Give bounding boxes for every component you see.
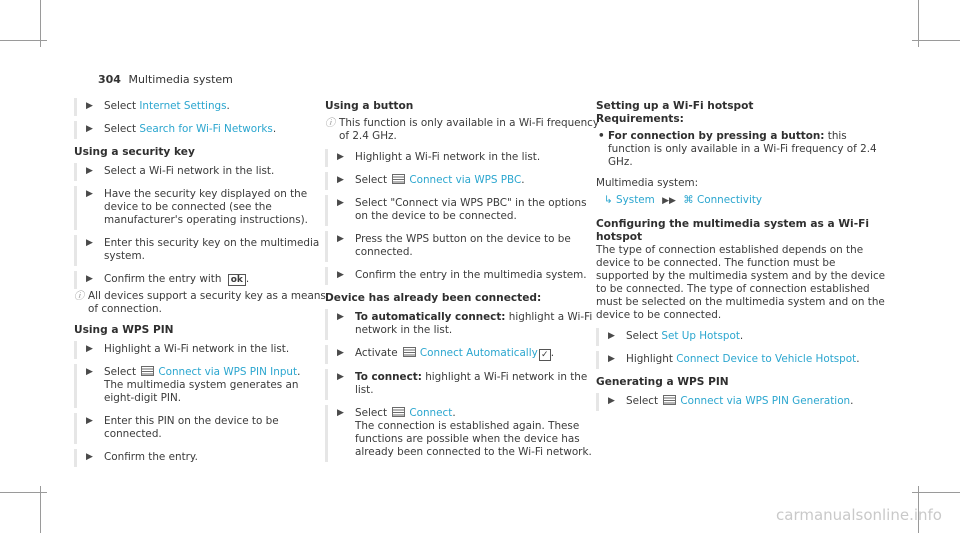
step-text: . bbox=[521, 174, 525, 186]
arrow-icon: ▶ bbox=[86, 101, 93, 111]
arrow-icon: ▶ bbox=[608, 331, 615, 341]
connect-device-hotspot-link[interactable]: Connect Device to Vehicle Hotspot bbox=[676, 353, 857, 365]
step-bar bbox=[325, 309, 328, 340]
step-bar bbox=[325, 231, 328, 262]
arrow-icon: ▶ bbox=[86, 166, 93, 176]
page-number: 304 bbox=[98, 73, 121, 86]
info-icon: ⓘ bbox=[74, 291, 84, 302]
connect-link[interactable]: Connect bbox=[409, 407, 453, 419]
step-bar bbox=[74, 121, 77, 139]
step-text: highlight a Wi-Fi network in the list. bbox=[355, 311, 593, 336]
requirement-item bbox=[596, 130, 886, 169]
crop-mark bbox=[0, 40, 47, 41]
info-note bbox=[74, 290, 329, 316]
requirement-label: For connection by pressing a button: bbox=[608, 130, 825, 142]
page-header bbox=[98, 73, 233, 86]
step-activate-auto bbox=[325, 347, 600, 361]
step-select-connect bbox=[325, 407, 600, 459]
ok-button-icon: ok bbox=[228, 274, 246, 286]
step-confirm bbox=[74, 451, 329, 464]
step-text: . bbox=[739, 330, 744, 342]
step-bar bbox=[596, 351, 599, 369]
step-text: . bbox=[856, 353, 860, 365]
crop-mark bbox=[0, 492, 47, 493]
arrow-icon: ▶ bbox=[337, 270, 344, 280]
step-text: Select bbox=[626, 330, 662, 342]
arrow-icon: ▶ bbox=[86, 344, 93, 354]
options-menu-icon bbox=[663, 395, 676, 405]
arrow-icon: ▶ bbox=[608, 354, 615, 364]
return-arrow-icon: ↳ bbox=[604, 194, 613, 206]
arrow-icon: ▶ bbox=[86, 238, 93, 248]
step-label: To automatically connect: bbox=[355, 311, 506, 323]
crop-mark bbox=[912, 40, 960, 41]
step-bar bbox=[596, 393, 599, 411]
arrow-icon: ▶ bbox=[86, 274, 93, 284]
step-internet-settings bbox=[74, 100, 329, 113]
heading-wifi-hotspot: Setting up a Wi-Fi hotspot bbox=[596, 100, 754, 112]
step-text: . bbox=[452, 407, 456, 419]
heading-configure-hotspot: Configuring the multimedia system as a Wi-Fi hotspot bbox=[596, 218, 869, 243]
set-up-hotspot-link[interactable]: Set Up Hotspot bbox=[661, 330, 740, 342]
step-text: Press the WPS button on the device to be connected. bbox=[355, 233, 571, 258]
checkbox-checked-icon: ✓ bbox=[539, 349, 551, 361]
menu-path bbox=[596, 194, 886, 208]
arrow-icon: ▶ bbox=[86, 124, 93, 134]
step-text: Select bbox=[104, 366, 140, 378]
step-wps-pin-generation bbox=[596, 395, 886, 408]
search-networks-link[interactable]: Search for Wi-Fi Networks bbox=[139, 123, 273, 135]
step-bar bbox=[74, 413, 77, 444]
step-text: Enter this security key on the multimedia system. bbox=[104, 237, 320, 262]
step-bar bbox=[74, 449, 77, 467]
step-display-key bbox=[74, 188, 329, 227]
arrow-icon: ▶ bbox=[337, 198, 344, 208]
step-bar bbox=[74, 235, 77, 266]
step-bar bbox=[74, 341, 77, 359]
system-link[interactable]: System bbox=[616, 194, 655, 206]
step-text: Enter this PIN on the device to be connected. bbox=[104, 415, 279, 440]
step-text: Highlight bbox=[626, 353, 677, 365]
step-device-pbc bbox=[325, 197, 600, 223]
arrow-icon: ▶ bbox=[337, 348, 344, 358]
step-set-up-hotspot bbox=[596, 330, 886, 343]
step-bar bbox=[74, 98, 77, 116]
bullet-dot: • bbox=[598, 130, 605, 142]
step-bar bbox=[325, 195, 328, 226]
wps-pin-input-link[interactable]: Connect via WPS PIN Input bbox=[158, 366, 298, 378]
step-to-connect bbox=[325, 371, 600, 397]
step-bar bbox=[325, 149, 328, 167]
column-3 bbox=[596, 100, 886, 418]
options-menu-icon bbox=[392, 407, 405, 417]
arrow-icon: ▶ bbox=[86, 367, 93, 377]
step-highlight-network bbox=[74, 343, 329, 356]
connectivity-link[interactable]: Connectivity bbox=[696, 194, 763, 206]
arrow-icon: ▶ bbox=[337, 175, 344, 185]
step-search-networks bbox=[74, 123, 329, 136]
step-wps-pbc bbox=[325, 174, 600, 187]
step-bar bbox=[325, 267, 328, 285]
arrow-icon: ▶ bbox=[337, 408, 344, 418]
requirement-text: this function is only available in a Wi-Fi frequency of 2.4 GHz. bbox=[608, 130, 877, 168]
step-bar bbox=[74, 364, 77, 408]
arrow-icon: ▶ bbox=[86, 452, 93, 462]
step-enter-key bbox=[74, 237, 329, 263]
wifi-icon: ⌘ bbox=[683, 194, 694, 206]
watermark: carmanualsonline.info bbox=[776, 506, 942, 524]
step-text: . bbox=[245, 273, 250, 285]
wps-pbc-link[interactable]: Connect via WPS PBC bbox=[409, 174, 522, 186]
options-menu-icon bbox=[403, 347, 416, 357]
info-note bbox=[325, 117, 600, 143]
column-1 bbox=[74, 100, 329, 474]
heading-security-key: Using a security key bbox=[74, 146, 195, 158]
step-text: . bbox=[550, 347, 555, 359]
options-menu-icon bbox=[141, 366, 154, 376]
step-label: To connect: bbox=[355, 371, 422, 383]
step-text: Select bbox=[355, 407, 391, 419]
step-result: The connection is established again. These functions are possible when the device has already been connected to the Wi-Fi network. bbox=[355, 420, 592, 458]
arrow-icon: ▶ bbox=[337, 152, 344, 162]
step-auto-connect bbox=[325, 311, 600, 337]
step-text: Select bbox=[104, 123, 140, 135]
step-text: . bbox=[272, 123, 277, 135]
connect-automatically-link[interactable]: Connect Automatically bbox=[419, 347, 538, 359]
step-bar bbox=[325, 345, 328, 364]
options-menu-icon bbox=[392, 174, 405, 184]
double-arrow-icon: ▶▶ bbox=[662, 196, 676, 206]
crop-mark bbox=[912, 492, 960, 493]
column-2 bbox=[325, 100, 600, 469]
step-text: Activate bbox=[355, 347, 401, 359]
step-bar bbox=[325, 172, 328, 190]
step-text: Select bbox=[104, 100, 140, 112]
heading-already-connected: Device has already been connected: bbox=[325, 292, 542, 304]
arrow-icon: ▶ bbox=[608, 396, 615, 406]
step-text: Select a Wi-Fi network in the list. bbox=[104, 165, 275, 177]
step-text: Select bbox=[626, 395, 662, 407]
step-text: Select "Connect via WPS PBC" in the options on the device to be connected. bbox=[355, 197, 587, 222]
menu-path-label: Multimedia system: bbox=[596, 177, 699, 189]
step-connect-device bbox=[596, 353, 886, 366]
paragraph: The type of connection established depends on the device to be connected. The function must be supported by the multimedia system and by the device to be connected. The type of connection established must be selected on the multimedia system and on the device to be connected. bbox=[596, 244, 886, 321]
heading-wps-pin: Using a WPS PIN bbox=[74, 324, 174, 336]
step-text: . bbox=[226, 100, 230, 112]
internet-settings-link[interactable]: Internet Settings bbox=[139, 100, 227, 112]
step-text: highlight a Wi-Fi network in the list. bbox=[355, 371, 588, 396]
wps-pin-generation-link[interactable]: Connect via WPS PIN Generation bbox=[680, 395, 851, 407]
info-text: All devices support a security key as a means of connection. bbox=[88, 290, 326, 315]
step-text: Confirm the entry with bbox=[104, 273, 225, 285]
step-text: Highlight a Wi-Fi network in the list. bbox=[355, 151, 541, 163]
step-text: Highlight a Wi-Fi network in the list. bbox=[104, 343, 290, 355]
info-text: This function is only available in a Wi-Fi frequency of 2.4 GHz. bbox=[339, 117, 600, 142]
step-bar bbox=[596, 328, 599, 346]
step-text: . bbox=[850, 395, 854, 407]
heading-generating-pin: Generating a WPS PIN bbox=[596, 376, 729, 388]
arrow-icon: ▶ bbox=[337, 372, 344, 382]
arrow-icon: ▶ bbox=[86, 416, 93, 426]
step-text: Confirm the entry in the multimedia system. bbox=[355, 269, 587, 281]
step-bar bbox=[74, 186, 77, 230]
step-select-network bbox=[74, 165, 329, 178]
step-text: . bbox=[297, 366, 301, 378]
heading-requirements: Requirements: bbox=[596, 113, 684, 125]
step-bar bbox=[325, 369, 328, 400]
arrow-icon: ▶ bbox=[86, 189, 93, 199]
step-result: The multimedia system generates an eight-digit PIN. bbox=[104, 379, 299, 404]
info-icon: ⓘ bbox=[325, 118, 335, 129]
arrow-icon: ▶ bbox=[337, 312, 344, 322]
arrow-icon: ▶ bbox=[337, 234, 344, 244]
step-press-wps bbox=[325, 233, 600, 259]
step-text: Select bbox=[355, 174, 391, 186]
step-wps-pin-input bbox=[74, 366, 329, 405]
heading-using-button: Using a button bbox=[325, 100, 414, 112]
step-bar bbox=[325, 405, 328, 462]
step-confirm-ok bbox=[74, 273, 329, 286]
step-confirm bbox=[325, 269, 600, 282]
step-bar bbox=[74, 271, 77, 289]
step-enter-pin bbox=[74, 415, 329, 441]
step-bar bbox=[74, 163, 77, 181]
step-text: Confirm the entry. bbox=[104, 451, 198, 463]
crop-mark bbox=[40, 486, 41, 533]
page-title: Multimedia system bbox=[128, 73, 233, 86]
step-text: Have the security key displayed on the device to be connected (see the manufacturer's operating instructions). bbox=[104, 188, 308, 226]
step-highlight-network bbox=[325, 151, 600, 164]
